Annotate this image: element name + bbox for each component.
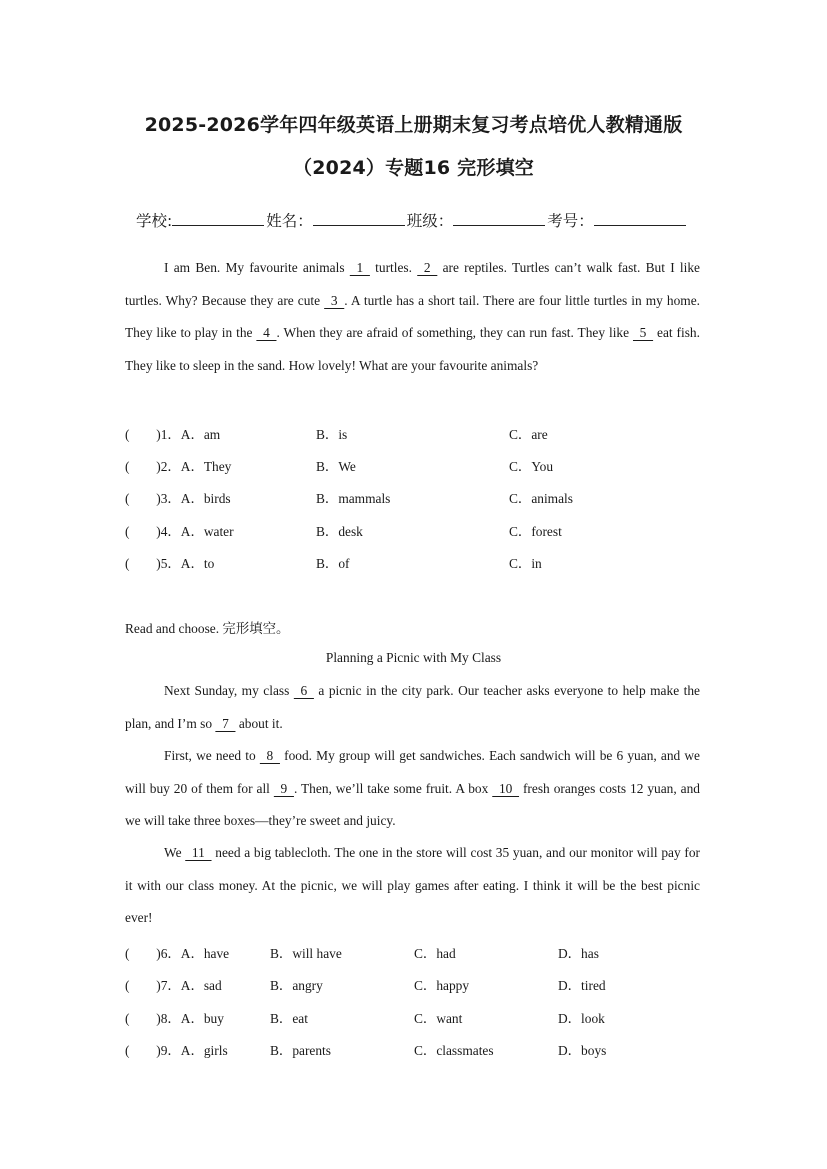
name-field[interactable] [313, 211, 405, 226]
blank-5: 5 [632, 325, 654, 341]
question-option-b: B．of [316, 556, 350, 571]
passage1-text: turtles. [369, 260, 418, 275]
blank-4: 4 [256, 325, 277, 341]
question-option-a: ( )3．A．birds [125, 491, 231, 506]
student-info-row [136, 209, 688, 231]
passage2-title: Planning a Picnic with My Class [325, 650, 502, 665]
passage2-text: We [164, 845, 186, 860]
question-option-b: B．We [316, 459, 356, 474]
question-option-a: ( )4．A．water [125, 524, 234, 539]
blank-9: 9 [273, 780, 294, 796]
question-option-c: C．had [414, 946, 456, 961]
name-label: 姓名： [266, 212, 313, 230]
blank-10: 10 [492, 780, 520, 796]
question-option-d: D．tired [558, 978, 606, 993]
question-option-c: C．are [509, 427, 548, 442]
document-title-line2: （2024）专题16 完形填空 [293, 157, 534, 179]
passage1-paragraph [125, 252, 700, 382]
blank-7: 7 [215, 715, 236, 731]
question-option-b: B．parents [270, 1043, 331, 1058]
passage1-text: are reptiles. Turtles can’t walk fast. But I like turtles. Why? Because they are cute [125, 260, 701, 308]
passage2-paragraph-2 [125, 740, 700, 838]
question-option-a: ( )1．A．am [125, 427, 221, 442]
passage2-text: a picnic in the city park. Our teacher asks everyone to help make the plan, and I’m so [125, 683, 700, 731]
passage1-text: I am Ben. My favourite animals [164, 260, 350, 275]
question-option-c: C．want [414, 1011, 463, 1026]
exam-number-label: 考号： [547, 212, 594, 230]
passage1-text: . When they are afraid of something, they can run fast. They like [276, 325, 633, 341]
question-option-a: ( )7．A．sad [125, 978, 222, 993]
question-option-a: ( )5．A．to [125, 556, 215, 571]
section2-instruction: Read and choose. 完形填空。 [125, 621, 290, 636]
question-option-a: ( )8．A．buy [125, 1011, 224, 1026]
blank-1: 1 [349, 260, 370, 275]
passage2-paragraph-3 [125, 837, 700, 935]
question-option-c: C．animals [509, 491, 573, 506]
passage2-text: about it. [235, 715, 283, 731]
question-option-d: D．look [558, 1011, 605, 1026]
school-field[interactable] [172, 211, 264, 226]
passage2-text: . Then, we’ll take some fruit. A box [293, 780, 493, 796]
passage2-text: fresh oranges costs 12 yuan, and we will take three boxes—they’re sweet and juicy. [125, 780, 700, 829]
passage2-text: First, we need to [164, 748, 260, 763]
question-option-d: D．has [558, 946, 599, 961]
passage2-paragraph-1 [125, 675, 700, 740]
document-title-line1: 2025-2026学年四年级英语上册期末复习考点培优人教精通版 [144, 114, 683, 136]
question-option-b: B．will have [270, 946, 342, 961]
passage1-text: . A turtle has a short tail. There are four little turtles in my home. They like to play in the [125, 292, 701, 341]
question-option-b: B．mammals [316, 491, 391, 506]
question-option-c: C．classmates [414, 1043, 494, 1058]
question-option-c: C．in [509, 556, 542, 571]
question-option-a: ( )9．A．girls [125, 1043, 228, 1058]
question-option-b: B．eat [270, 1011, 308, 1026]
question-option-b: B．is [316, 427, 348, 442]
exam-number-field[interactable] [594, 211, 686, 226]
question-option-a: ( )6．A．have [125, 946, 230, 961]
question-option-d: D．boys [558, 1043, 607, 1058]
passage1-text: eat fish. They like to sleep in the sand. How lovely! What are your favourite animals? [125, 325, 700, 373]
passage2-text: need a big tablecloth. The one in the store will cost 35 yuan, and our monitor will pay for it with our class money. At the picnic, we will play games after eating. I think it will be the best picnic ever! [125, 845, 700, 926]
blank-11: 11 [185, 845, 212, 860]
question-option-a: ( )2．A．They [125, 459, 232, 474]
question-option-c: C．happy [414, 978, 470, 993]
question-option-b: B．angry [270, 978, 323, 993]
blank-8: 8 [259, 748, 280, 763]
question-option-c: C．You [509, 459, 554, 474]
school-label: 学校: [136, 212, 173, 230]
blank-3: 3 [324, 292, 345, 308]
class-field[interactable] [453, 211, 545, 226]
class-label: 班级： [406, 212, 454, 230]
question-option-c: C．forest [509, 524, 562, 539]
passage2-text: food. My group will get sandwiches. Each sandwich will be 6 yuan, and we will buy 20 of them for all [125, 748, 700, 796]
question-option-b: B．desk [316, 524, 363, 539]
passage2-text: Next Sunday, my class [164, 683, 294, 698]
blank-6: 6 [293, 683, 314, 698]
blank-2: 2 [417, 260, 438, 275]
